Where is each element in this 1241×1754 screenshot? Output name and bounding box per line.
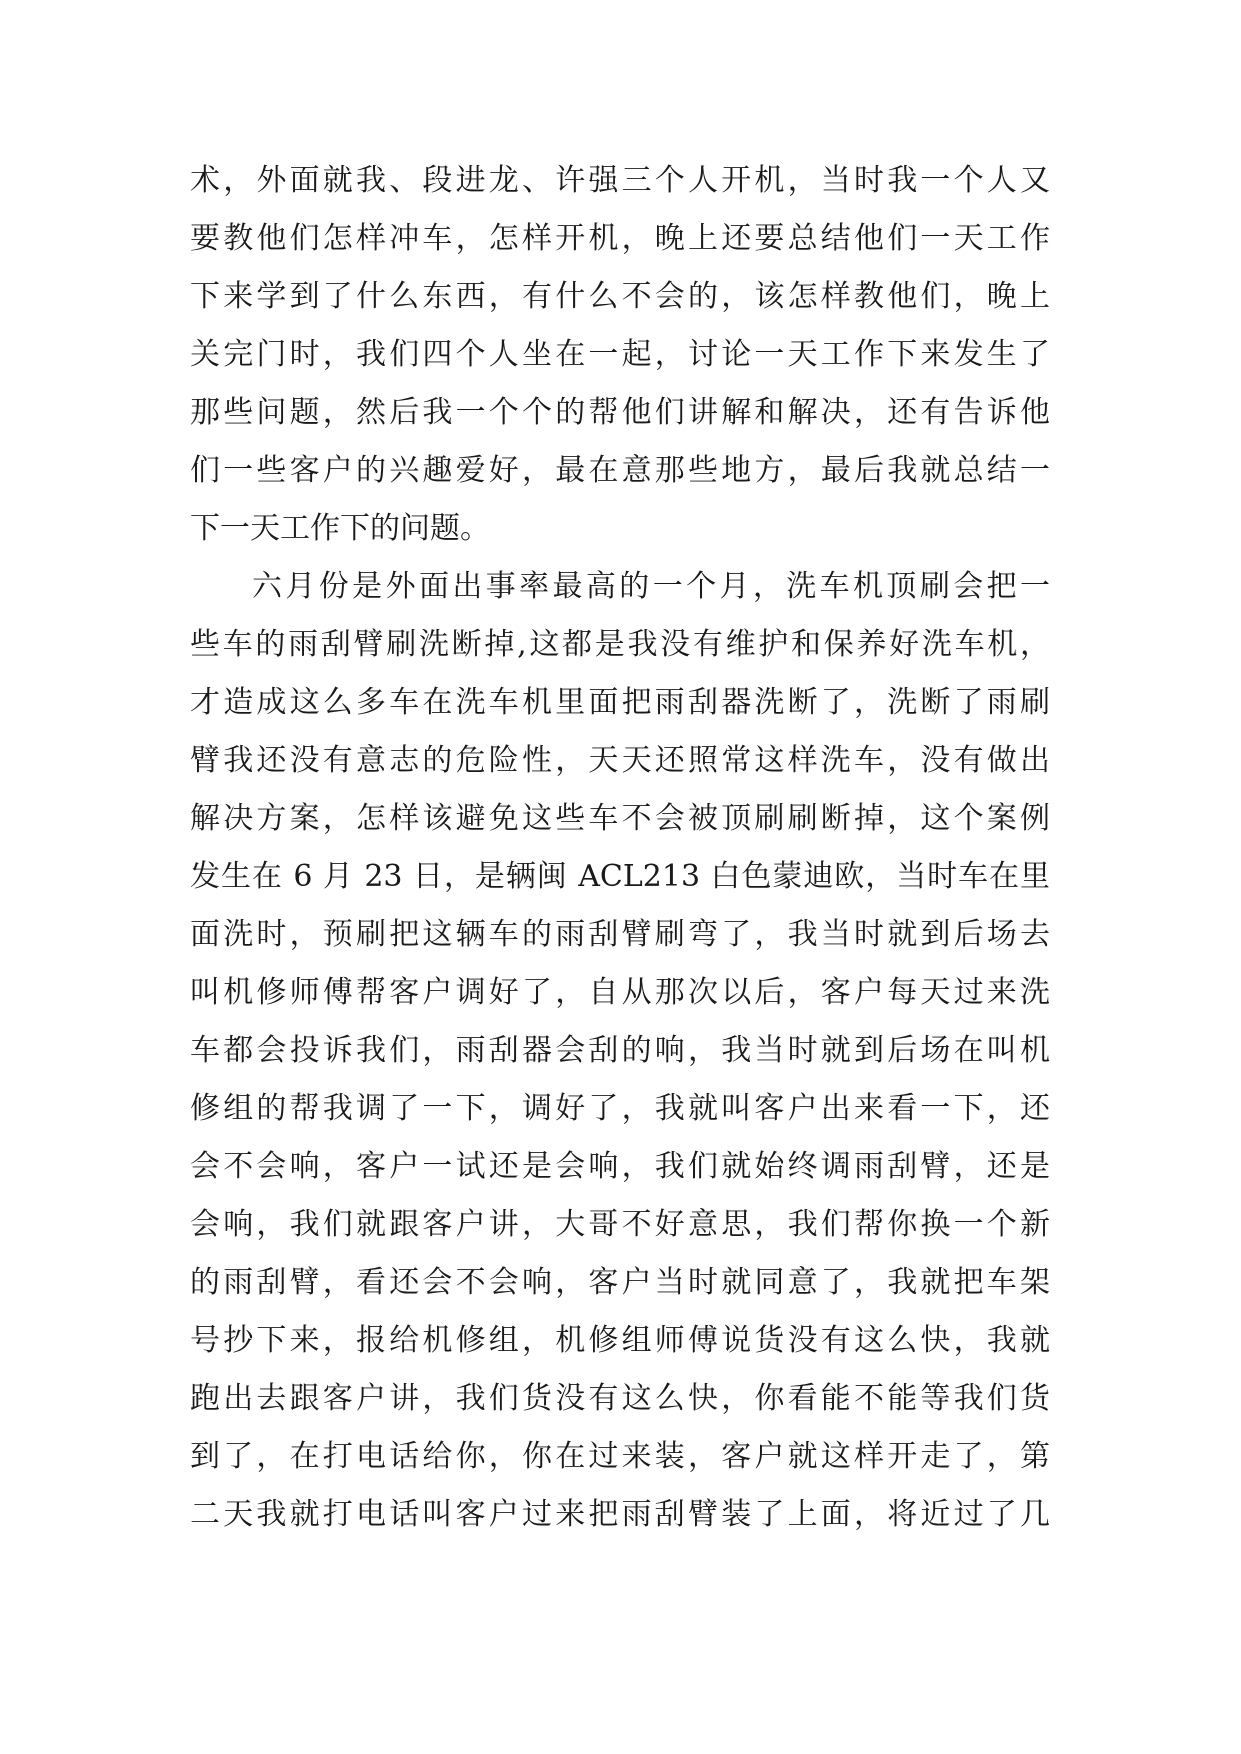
text-line: 才造成这么多车在洗车机里面把雨刮器洗断了，洗断了雨刷 xyxy=(190,685,1050,720)
text-line: 臂我还没有意志的危险性，天天还照常这样洗车，没有做出 xyxy=(190,743,1050,778)
paragraph-2 xyxy=(190,558,1050,1544)
text-line: 们一些客户的兴趣爱好，最在意那些地方，最后我就总结一 xyxy=(190,453,1050,488)
text-line: 跑出去跟客户讲，我们货没有这么快，你看能不能等我们货 xyxy=(190,1381,1050,1416)
text-line: 那些问题，然后我一个个的帮他们讲解和解决，还有告诉他 xyxy=(190,395,1050,430)
text-line: 关完门时，我们四个人坐在一起，讨论一天工作下来发生了 xyxy=(190,337,1050,372)
text-line: 解决方案，怎样该避免这些车不会被顶刷刷断掉，这个案例 xyxy=(190,801,1050,836)
text-line: 下来学到了什么东西，有什么不会的，该怎样教他们，晚上 xyxy=(190,279,1050,314)
text-line: 要教他们怎样冲车，怎样开机，晚上还要总结他们一天工作 xyxy=(190,221,1050,256)
text-line: 二天我就打电话叫客户过来把雨刮臂装了上面，将近过了几 xyxy=(190,1497,1050,1532)
text-line: 些车的雨刮臂刷洗断掉,这都是我没有维护和保养好洗车机， xyxy=(190,627,1050,662)
text-line: 叫机修师傅帮客户调好了，自从那次以后，客户每天过来洗 xyxy=(190,975,1050,1010)
text-line: 六月份是外面出事率最高的一个月，洗车机顶刷会把一 xyxy=(252,569,1050,604)
text-line: 的雨刮臂，看还会不会响，客户当时就同意了，我就把车架 xyxy=(190,1265,1050,1300)
text-line: 到了，在打电话给你，你在过来装，客户就这样开走了，第 xyxy=(190,1439,1050,1474)
text-line: 术，外面就我、段进龙、许强三个人开机，当时我一个人又 xyxy=(190,163,1050,198)
text-line: 会不会响，客户一试还是会响，我们就始终调雨刮臂，还是 xyxy=(190,1149,1050,1184)
body-text xyxy=(190,152,1050,1544)
text-line: 车都会投诉我们，雨刮器会刮的响，我当时就到后场在叫机 xyxy=(190,1033,1050,1068)
text-line: 面洗时，预刷把这辆车的雨刮臂刷弯了，我当时就到后场去 xyxy=(190,917,1050,952)
text-line: 会响，我们就跟客户讲，大哥不好意思，我们帮你换一个新 xyxy=(190,1207,1050,1242)
paragraph-1 xyxy=(190,152,1050,558)
text-line: 发生在 6 月 23 日，是辆闽 ACL213 白色蒙迪欧，当时车在里 xyxy=(190,859,1050,894)
text-line: 号抄下来，报给机修组，机修组师傅说货没有这么快，我就 xyxy=(190,1323,1050,1358)
text-line: 下一天工作下的问题。 xyxy=(190,511,490,546)
text-line: 修组的帮我调了一下，调好了，我就叫客户出来看一下，还 xyxy=(190,1091,1050,1126)
